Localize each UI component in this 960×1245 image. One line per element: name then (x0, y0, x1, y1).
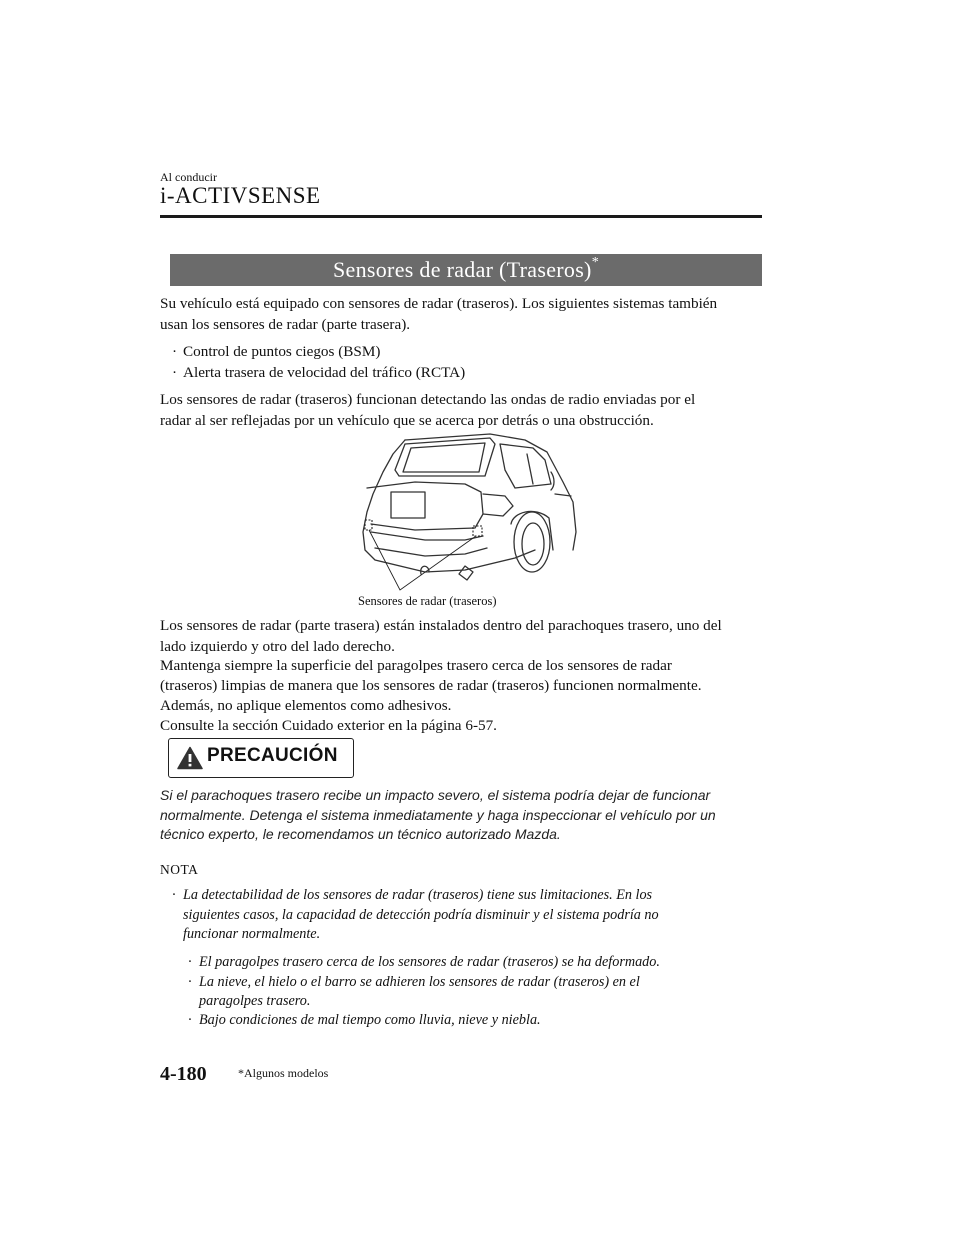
location-line: (traseros) limpias de manera que los sensores de radar (traseros) funcionen normalmente. (160, 677, 702, 694)
section-heading (170, 254, 762, 286)
heading-text: Sensores de radar (Traseros) (333, 257, 592, 282)
bullet-icon: · (172, 364, 178, 381)
list-item: · La detectabilidad de los sensores de radar (traseros) tiene sus limitaciones. En los (172, 886, 652, 906)
location-line: lado izquierdo y otro del lado derecho. (160, 638, 395, 655)
page-number: 4-180 (160, 1063, 207, 1085)
caution-label: PRECAUCIÓN (207, 745, 338, 766)
caution-text (160, 786, 764, 845)
list-item: · El paragolpes trasero cerca de los sensores de radar (traseros) se ha deformado. (188, 953, 660, 973)
list-item: · Bajo condiciones de mal tiempo como lluvia, nieve y niebla. (188, 1011, 541, 1031)
location-line: Consulte la sección Cuidado exterior en la página 6-57. (160, 717, 497, 734)
caution-line: Si el parachoques trasero recibe un impacto severo, el sistema podría dejar de funcionar (160, 787, 711, 803)
figure-caption: Sensores de radar (traseros) (358, 594, 497, 608)
bullet-icon: · (188, 954, 192, 970)
location-line: Los sensores de radar (parte trasera) están instalados dentro del parachoques trasero, uno del (160, 617, 722, 634)
title-divider (160, 215, 762, 218)
note-label: NOTA (160, 862, 199, 877)
location-line: Mantenga siempre la superficie del paragolpes trasero cerca de los sensores de radar (160, 657, 672, 674)
footnote: *Algunos modelos (238, 1066, 329, 1080)
bullet-icon: · (188, 1012, 192, 1028)
section-title: i-ACTIVSENSE (160, 183, 321, 208)
bullet-icon: · (188, 974, 192, 990)
list-item-continuation: siguientes casos, la capacidad de detección podría disminuir y el sistema podría no (183, 907, 659, 923)
optional-equipment-mark: * (591, 255, 599, 270)
detection-line-1: Los sensores de radar (traseros) funcionan detectando las ondas de radio enviadas por el (160, 391, 696, 408)
warning-triangle-icon (177, 746, 203, 770)
list-item: · Alerta trasera de velocidad del tráfico (RCTA) (172, 363, 465, 384)
bullet-icon: · (172, 343, 178, 360)
list-item: · La nieve, el hielo o el barro se adhieren los sensores de radar (traseros) en el (188, 973, 640, 993)
breadcrumb: Al conducir (160, 170, 217, 184)
list-item-continuation: paragolpes trasero. (199, 993, 311, 1009)
list-item: · Control de puntos ciegos (BSM) (172, 342, 380, 363)
intro-line-2: usan los sensores de radar (parte trasera). (160, 316, 411, 333)
intro-line-1: Su vehículo está equipado con sensores de radar (traseros). Los siguientes sistemas también (160, 295, 718, 312)
vehicle-rear-illustration (355, 432, 585, 602)
bullet-icon: · (172, 887, 176, 903)
caution-line: normalmente. Detenga el sistema inmediatamente y haga inspeccionar el vehículo por un (160, 806, 716, 823)
list-item-continuation: funcionar normalmente. (183, 926, 321, 942)
detection-line-2: radar al ser reflejadas por un vehículo que se acerca por detrás o una obstrucción. (160, 412, 654, 429)
caution-line: técnico experto, le recomendamos un técnico autorizado Mazda. (160, 826, 561, 842)
caution-box (168, 738, 354, 778)
location-line: Además, no aplique elementos como adhesivos. (160, 697, 452, 714)
